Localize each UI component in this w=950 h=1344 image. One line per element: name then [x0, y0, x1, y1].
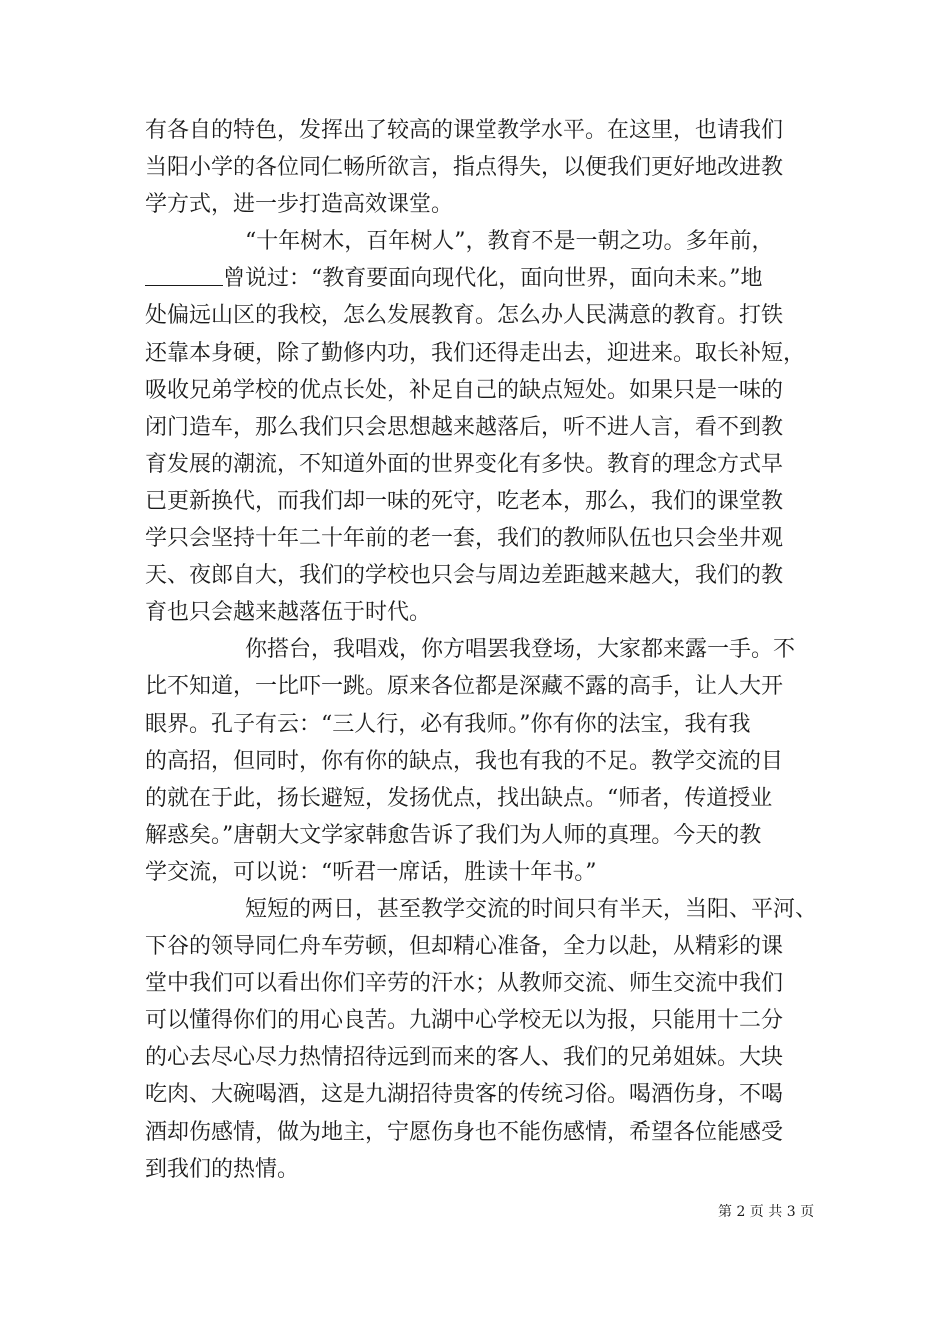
- text-line: 已更新换代，而我们却一味的死守，吃老本，那么，我们的课堂教: [145, 488, 784, 514]
- text-line: 天、夜郎自大，我们的学校也只会与周边差距越来越大，我们的教: [145, 563, 784, 589]
- text-line: 比不知道，一比吓一跳。原来各位都是深藏不露的高手，让人大开: [145, 674, 784, 700]
- text-line: 吃肉、大碗喝酒，这是九湖招待贵客的传统习俗。喝酒伤身，不喝: [145, 1082, 784, 1108]
- text-line: 到我们的热情。: [145, 1156, 300, 1182]
- text-line: 处偏远山区的我校，怎么发展教育。怎么办人民满意的教育。打铁: [145, 303, 784, 329]
- text-line: 酒却伤感情，做为地主，宁愿伤身也不能伤感情，希望各位能感受: [145, 1119, 784, 1145]
- text-line: 眼界。孔子有云：“三人行，必有我师。”你有你的法宝，我有我: [145, 711, 751, 737]
- text-line: 的高招，但同时，你有你的缺点，我也有我的不足。教学交流的目: [145, 748, 784, 774]
- text-line: 吸收兄弟学校的优点长处，补足自己的缺点短处。如果只是一味的: [145, 377, 784, 403]
- page-number-footer: 第 2 页 共 3 页: [718, 1204, 815, 1220]
- text-line: 还靠本身硬，除了勤修内功，我们还得走出去，迎进来。取长补短，: [145, 340, 806, 366]
- fill-in-blank: [145, 265, 223, 286]
- text-line: 当阳小学的各位同仁畅所欲言，指点得失，以便我们更好地改进教: [145, 155, 784, 181]
- paragraph-start-line: 你搭台，我唱戏，你方唱罢我登场，大家都来露一手。不: [245, 637, 796, 663]
- text-line: 的心去尽心尽力热情招待远到而来的客人、我们的兄弟姐妹。大块: [145, 1045, 784, 1071]
- text-line: 解惑矣。”唐朝大文学家韩愈告诉了我们为人师的真理。今天的教: [145, 822, 762, 848]
- text-line: 育发展的潮流，不知道外面的世界变化有多快。教育的理念方式早: [145, 451, 784, 477]
- text-line: 可以懂得你们的用心良苦。九湖中心学校无以为报，只能用十二分: [145, 1008, 784, 1034]
- text-line: 下谷的领导同仁舟车劳顿，但却精心准备，全力以赴，从精彩的课: [145, 934, 784, 960]
- text-line: 学只会坚持十年二十年前的老一套，我们的教师队伍也只会坐井观: [145, 526, 784, 552]
- text-line: 的就在于此，扬长避短，发扬优点，找出缺点。“师者，传道授业: [145, 785, 773, 811]
- text-line: 学方式，进一步打造高效课堂。: [145, 192, 454, 218]
- document-body: [145, 112, 818, 1188]
- text-line-rest: 曾说过：“教育要面向现代化，面向世界，面向未来。”地: [223, 266, 763, 292]
- text-line: 堂中我们可以看出你们辛劳的汗水；从教师交流、师生交流中我们: [145, 971, 784, 997]
- paragraph-start-line: 短短的两日，甚至教学交流的时间只有半天，当阳、平河、: [245, 896, 818, 922]
- text-line-with-blank: [145, 260, 815, 297]
- text-line: 育也只会越来越落伍于时代。: [145, 600, 432, 626]
- text-line: 闭门造车，那么我们只会思想越来越落后，听不进人言，看不到教: [145, 414, 784, 440]
- paragraph-start-line: “十年树木，百年树人”，教育不是一朝之功。多年前，: [245, 229, 774, 255]
- text-line: 学交流，可以说：“听君一席话，胜读十年书。”: [145, 859, 597, 885]
- text-line: 有各自的特色，发挥出了较高的课堂教学水平。在这里，也请我们: [145, 118, 784, 143]
